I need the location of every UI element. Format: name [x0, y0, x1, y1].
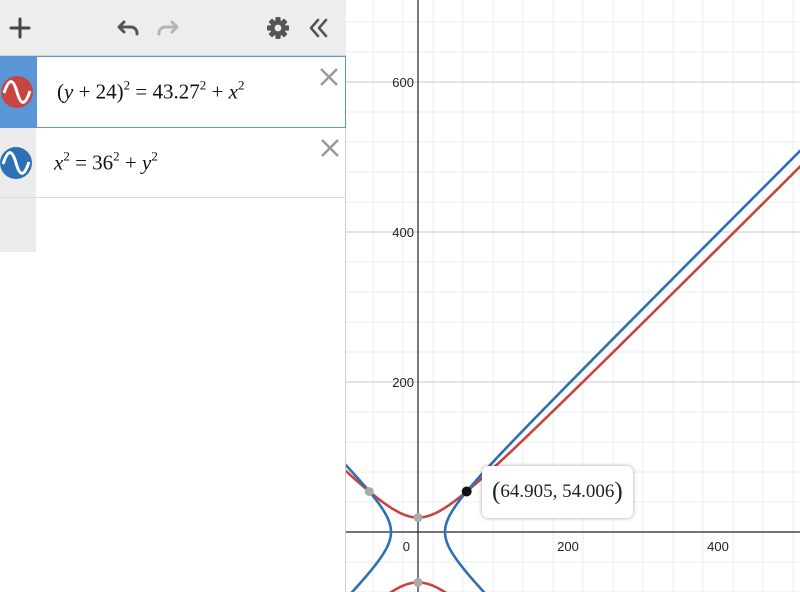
y-tick-label: 200 — [392, 375, 414, 390]
plus-icon[interactable] — [4, 12, 36, 44]
expression-tab-1 — [1, 56, 37, 128]
expression-row-1[interactable] — [0, 56, 346, 128]
expr1-equals: = 43.27 — [130, 79, 200, 104]
expr1-plus: + — [206, 79, 229, 104]
gear-icon[interactable] — [262, 12, 294, 44]
expr2-exp-a: 2 — [113, 148, 120, 163]
point-x-value: 64.905 — [500, 481, 553, 502]
expr2-plus: + — [119, 150, 143, 174]
expr1-var-y: y — [64, 79, 74, 104]
point-coordinate-label — [482, 466, 633, 518]
intersection-point[interactable] — [462, 486, 472, 496]
expr2-exp-y: 2 — [151, 148, 158, 163]
expression-toolbar — [0, 0, 346, 56]
expr1-exp-lhs: 2 — [123, 77, 131, 93]
left-intersection-point[interactable] — [365, 487, 374, 496]
expr2-var-x: x — [54, 150, 64, 174]
expr1-exp-x: 2 — [237, 77, 245, 93]
red-vertex-point[interactable] — [414, 513, 423, 522]
expr2-exp-x: 2 — [63, 148, 70, 163]
x-tick-label: 200 — [557, 539, 579, 554]
expression-row-empty[interactable] — [0, 198, 346, 252]
red-hyperbola-upper-branch[interactable] — [346, 159, 800, 518]
label-paren-open: ( — [492, 478, 501, 505]
y-tick-label: 600 — [392, 75, 414, 90]
double-chevron-left-icon[interactable] — [302, 12, 334, 44]
delete-expression-1-icon[interactable] — [317, 65, 341, 89]
x-tick-label: 0 — [402, 539, 410, 554]
major-grid — [346, 82, 800, 532]
expr2-var-y: y — [142, 150, 152, 174]
point-y-value: 54.006 — [562, 481, 615, 502]
graph-color-icon-blue[interactable] — [0, 145, 36, 181]
y-tick-label: 400 — [392, 225, 414, 240]
label-comma: , — [552, 481, 563, 502]
expr1-lhs-open: ( — [57, 79, 64, 104]
expression-input-2[interactable] — [54, 150, 158, 175]
expression-tab-2 — [0, 128, 36, 197]
redo-icon[interactable] — [152, 12, 184, 44]
expression-row-2[interactable] — [0, 128, 346, 198]
expr1-plus-const: + 24) — [73, 79, 124, 104]
expression-input-1[interactable] — [57, 77, 245, 105]
x-tick-label: 400 — [707, 539, 729, 554]
delete-expression-2-icon[interactable] — [318, 136, 342, 160]
expression-panel — [0, 0, 346, 592]
red-lower-vertex-point[interactable] — [414, 578, 423, 587]
expr1-var-x: x — [228, 79, 238, 104]
expr1-exp-a: 2 — [199, 77, 207, 93]
graph-color-icon-red[interactable] — [1, 74, 37, 110]
label-paren-close: ) — [614, 478, 623, 505]
blue-hyperbola-left-branch[interactable] — [346, 427, 391, 592]
undo-icon[interactable] — [112, 12, 144, 44]
expr2-equals: = 36 — [69, 150, 114, 174]
